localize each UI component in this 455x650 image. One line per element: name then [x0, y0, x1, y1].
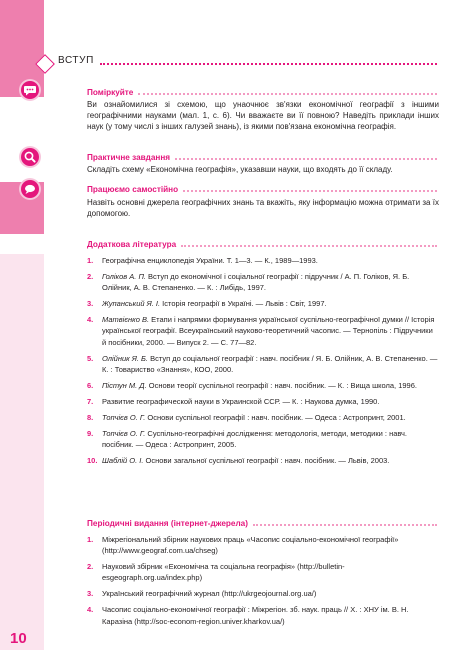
- section-text-independent: Назвіть основні джерела географічних знань та вкажіть, яку інформацію можна отримати за їх допомогою.: [87, 198, 439, 219]
- periodical-item: [87, 561, 439, 583]
- item-number: 10.: [87, 456, 98, 466]
- item-number: 2.: [87, 562, 94, 572]
- item-text: Історія географії в Україні. — Львів : Світ, 1997.: [160, 299, 327, 309]
- item-number: 3.: [87, 299, 94, 309]
- section-text-practical: Складіть схему «Економічна географія», указавши науки, що входять до її складу.: [87, 165, 393, 174]
- item-number: 7.: [87, 396, 94, 406]
- item-number: 4.: [87, 605, 94, 615]
- item-number: 1.: [87, 535, 94, 544]
- section-heading-independent: [87, 185, 437, 194]
- literature-item: [87, 455, 439, 466]
- section-heading-practical: [87, 153, 437, 162]
- section-text-think: Ви ознайомилися зі схемою, що унаочнює зв'язки економічної географії з іншими географічними науками (мал. 1, с. 6). Чи вважаєте ви її повною? Наведіть приклади інших наук (у тому числі з інших галузей знань), із якими пов'язана економічна географія.: [87, 100, 439, 132]
- periodical-item: [87, 534, 439, 556]
- literature-item: [87, 298, 439, 309]
- literature-item: [87, 412, 439, 423]
- item-number: 9.: [87, 429, 94, 439]
- item-author: Олійник Я. Б.: [102, 353, 148, 363]
- speech-bubble-icon: [21, 180, 39, 198]
- item-text: Часопис соціально-економічної географії : Міжрегіон. зб. наук. праць // Х. : ХНУ ім. В. Н. Каразіна (http://soc-econom-region.univer.kharkov.ua/): [102, 605, 409, 626]
- section-heading-label: Додаткова література: [87, 240, 177, 249]
- item-text: Український географічний журнал (http://ukrgeojournal.org.ua/): [102, 589, 317, 599]
- item-author: Голіков А. П.: [102, 272, 146, 282]
- item-text: Науковий збірник «Економічна та соціальна географія» (http://bulletin-esgeograph.org.ua/index.php): [102, 562, 345, 583]
- item-text: Развитие географической науки в Украинской ССР. — К. : Наукова думка, 1990.: [102, 396, 380, 406]
- literature-list: [87, 255, 439, 471]
- item-author: Топчієв О. Г.: [102, 413, 146, 423]
- item-text: Міжрегіональний збірник наукових праць «Часопис соціально-економічної географії» (http://www.geograf.com.ua/chseg): [102, 535, 399, 556]
- item-text: Основи загальної суспільної географії : навч. посібник. — Львів, 2003.: [143, 456, 390, 466]
- heading-dotted-rule: [138, 93, 437, 95]
- margin-tab-bottom: [0, 254, 44, 650]
- item-number: 8.: [87, 413, 94, 423]
- speech-bubble-dots-icon: [21, 81, 39, 99]
- literature-item: [87, 428, 439, 450]
- section-heading-literature: [87, 240, 437, 249]
- item-author: Жупанський Я. І.: [102, 299, 161, 309]
- literature-item: [87, 380, 439, 391]
- item-number: 5.: [87, 353, 94, 363]
- item-number: 4.: [87, 315, 94, 325]
- heading-dotted-rule: [181, 245, 437, 247]
- item-text: Основи суспільної географії : навч. посібник. — Одеса : Астропринт, 2001.: [145, 413, 406, 423]
- periodical-item: [87, 604, 439, 626]
- section-heading-periodicals: [87, 519, 437, 528]
- literature-item: [87, 353, 439, 375]
- literature-item: [87, 396, 439, 407]
- title-dotted-rule: [100, 63, 437, 65]
- heading-dotted-rule: [183, 190, 437, 192]
- item-number: 6.: [87, 380, 94, 390]
- item-author: Топчієв О. Г.: [102, 429, 146, 439]
- section-heading-label: Практичне завдання: [87, 153, 171, 162]
- item-text: Етапи і напрямки формування української суспільно-географічної думки // Історія української географії. Всеукраїнський науково-теоретичний часопис. — Тернопіль : Підручники й посібники, 2000. — Випуск 2. — С. 77—82.: [102, 315, 435, 347]
- item-text: Суспільно-географічні дослідження: методологія, методи, методики : навч. посібник. — Одеса : Астропринт, 2005.: [102, 429, 408, 450]
- item-text: Основи теорії суспільної географії : навч. посібник. — К. : Вища школа, 1996.: [146, 380, 417, 390]
- periodicals-list: [87, 534, 439, 632]
- heading-dotted-rule: [253, 524, 437, 526]
- section-heading-label: Працюємо самостійно: [87, 185, 179, 194]
- literature-item: [87, 255, 439, 266]
- item-text: Вступ до соціальної географії : навч. посібник / Я. Б. Олійник, А. В. Степаненко. — К. : Товариство «Знання», КОО, 2000.: [102, 353, 438, 374]
- item-number: 2.: [87, 272, 94, 282]
- heading-dotted-rule: [175, 158, 437, 160]
- item-author: Пістун М. Д.: [102, 380, 147, 390]
- item-text: Географічна енциклопедія України. Т. 1—3. — К., 1989—1993.: [102, 256, 318, 265]
- section-heading-label: Поміркуйте: [87, 88, 134, 97]
- item-text: Вступ до економічної і соціальної географії : підручник / А. П. Голіков, Я. Б. Олійник, А. В. Степаненко. — К. : Либідь, 1997.: [102, 272, 410, 293]
- item-author: Шаблій О. І.: [102, 456, 144, 466]
- periodical-item: [87, 588, 439, 599]
- item-number: 1.: [87, 256, 94, 265]
- section-heading-label: Періодичні видання (інтернет-джерела): [87, 519, 248, 528]
- page-number: 10: [10, 630, 27, 647]
- item-author: Матвієнко В.: [102, 315, 150, 325]
- literature-item: [87, 314, 439, 347]
- item-number: 3.: [87, 589, 94, 599]
- chapter-title: ВСТУП: [58, 55, 94, 66]
- magnifier-icon: [21, 148, 39, 166]
- section-heading-think: [87, 88, 437, 97]
- literature-item: [87, 271, 439, 293]
